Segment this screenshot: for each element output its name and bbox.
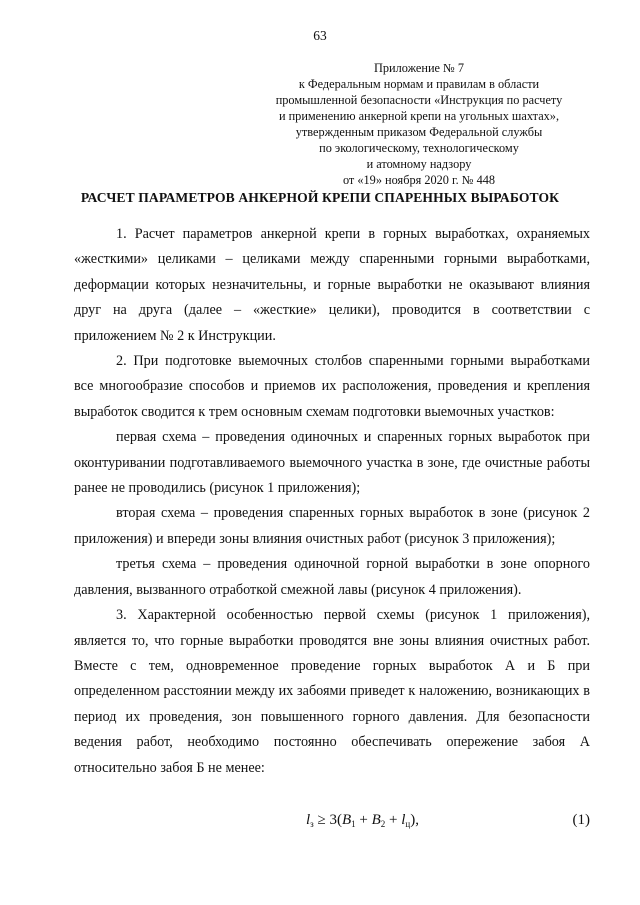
- formula: [306, 812, 419, 829]
- paragraph-scheme-1: первая схема – проведения одиночных и спаренных горных выработок при оконтуривании подготавливаемого выемочного участка в зоне, где очистные работы ранее не проводились (рисунок 1 приложения);: [74, 429, 590, 497]
- formula-sub: ц: [405, 819, 411, 829]
- paragraph-scheme-2: вторая схема – проведения спаренных горных выработок в зоне (рисунок 2 приложения) и впереди зоны влияния очистных работ (рисунок 3 приложения);: [74, 505, 590, 547]
- appendix-line: Приложение № 7: [373, 61, 465, 75]
- formula-number: (1): [572, 812, 590, 828]
- formula-sub: 2: [380, 819, 386, 829]
- formula-op: ≥ 3(: [313, 812, 342, 828]
- paragraph-1: 1. Расчет параметров анкерной крепи в горных выработках, охраняемых «жесткими» целиками – целиками между спаренными горными выработками, деформации которых незначительны, и горные выработки не оказывают влияния друг на друга (далее – «жесткие» целики), проводится в соответствии с приложением № 2 к Инструкции.: [74, 226, 590, 344]
- formula-op: ),: [410, 812, 419, 828]
- formula-op: +: [385, 812, 402, 828]
- page-number: 63: [313, 28, 327, 43]
- formula-sub: з: [310, 819, 314, 829]
- formula-sub: 1: [351, 819, 356, 829]
- appendix-line: и атомному надзору: [366, 157, 472, 171]
- document-body: [74, 222, 590, 781]
- appendix-header: [262, 60, 576, 188]
- formula-var: B: [371, 812, 381, 828]
- formula-op: +: [355, 812, 372, 828]
- document-title: РАСЧЕТ ПАРАМЕТРОВ АНКЕРНОЙ КРЕПИ СПАРЕННЫХ ВЫРАБОТОК: [80, 190, 560, 205]
- paragraph-2: 2. При подготовке выемочных столбов спаренными горными выработками все многообразие способов и приемов их расположения, проведения и крепления выработок сводится к трем основным схемам подготовки выемочных участков:: [74, 353, 590, 420]
- appendix-line: от «19» ноября 2020 г. № 448: [342, 173, 496, 187]
- appendix-line: к Федеральным нормам и правилам в области: [298, 77, 540, 91]
- formula-var: l: [401, 812, 406, 828]
- appendix-line: и применению анкерной крепи на угольных шахтах»,: [278, 109, 560, 123]
- paragraph-3: 3. Характерной особенностью первой схемы (рисунок 1 приложения), является то, что горные выработки проводятся вне зоны влияния очистных работ. Вместе с тем, одновременное проведение горных выработок А и Б при определенном расстоянии между их забоями приведет к наложению, возникающих в период их проведения, зон повышенного горного давления. Для безопасности ведения работ, необходимо постоянно обеспечивать опережение забоя А относительно забоя Б не менее:: [74, 607, 590, 776]
- paragraph-scheme-3: третья схема – проведения одиночной горной выработки в зоне опорного давления, вызванного отработкой смежной лавы (рисунок 4 приложения).: [74, 556, 590, 598]
- appendix-line: утвержденным приказом Федеральной службы: [295, 125, 543, 139]
- formula-var: B: [341, 812, 352, 828]
- appendix-line: промышленной безопасности «Инструкция по расчету: [275, 93, 563, 107]
- appendix-line: по экологическому, технологическому: [319, 141, 519, 155]
- formula-row: [74, 812, 590, 836]
- formula-var: l: [306, 812, 311, 828]
